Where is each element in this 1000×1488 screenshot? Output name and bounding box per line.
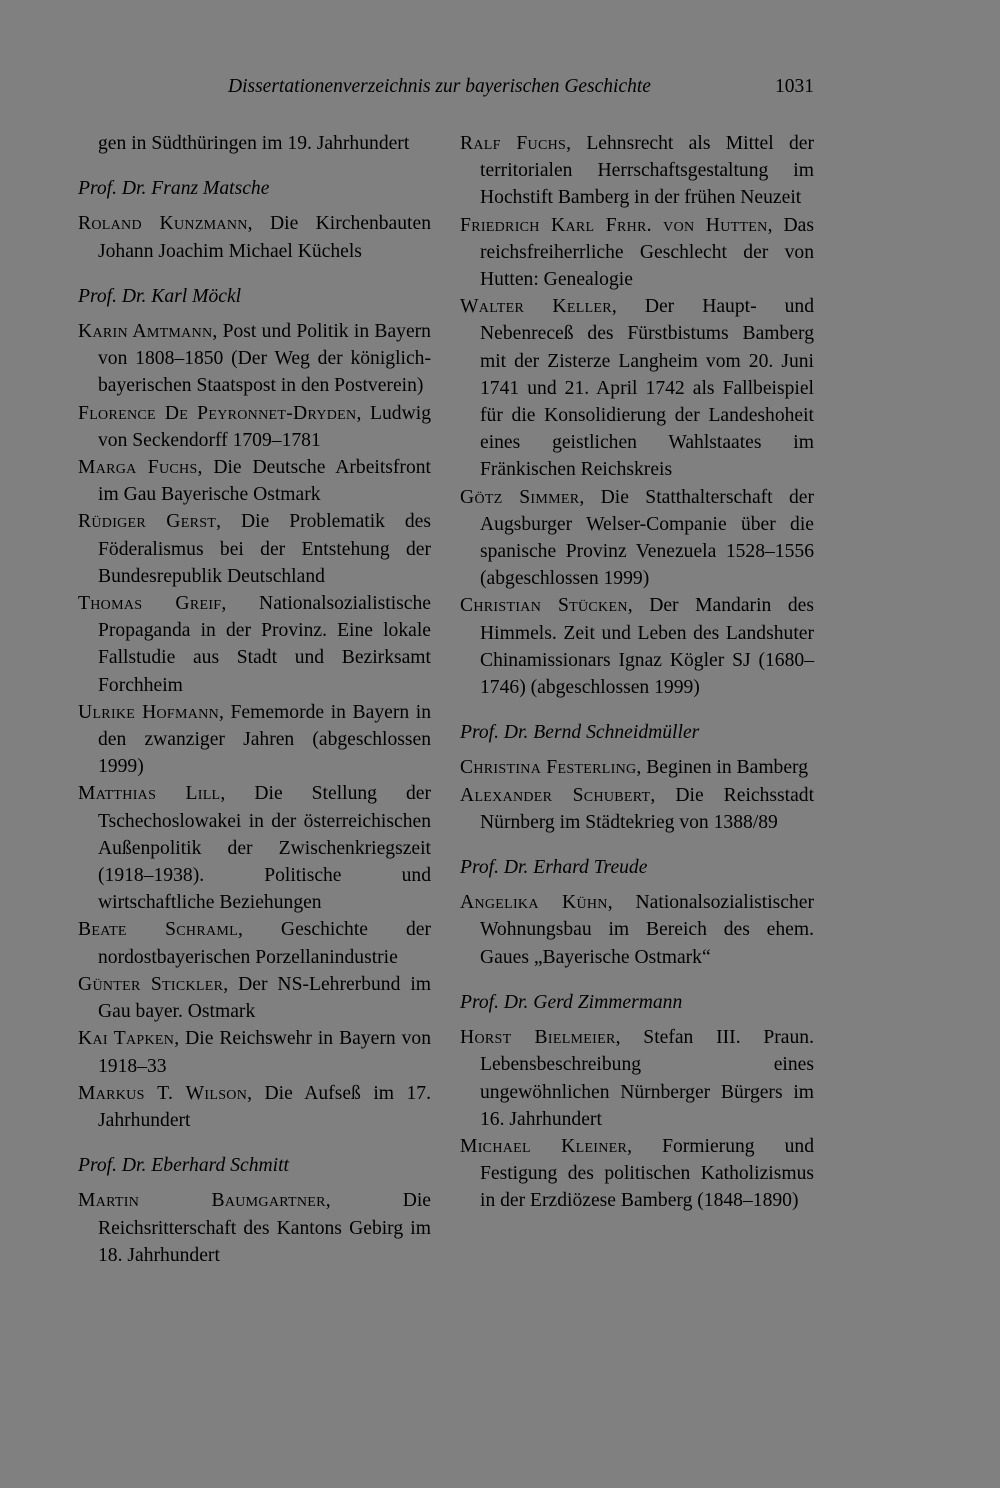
author-name: Roland Kunzmann [78, 213, 248, 235]
dissertation-entry: Roland Kunzmann, Die Kirchenbauten Johann Joachim Michael Küchels [78, 213, 431, 262]
author-name: Christina Festerling [460, 757, 637, 779]
author-name: Rüdiger Gerst [78, 511, 217, 533]
dissertation-entry: Christina Festerling, Beginen in Bamberg [460, 757, 809, 779]
dissertation-title: Die Aufseß im 17. Jahrhundert [98, 1082, 431, 1131]
dissertation-entry: Günter Stickler, Der NS-Lehrerbund im Gau bayer. Ostmark [78, 973, 432, 1023]
author-name: Karin Amtmann [78, 321, 213, 343]
professor-heading: Prof. Dr. Bernd Schneidmüller [460, 722, 700, 744]
dissertation-title: Fememorde in Bayern in den zwanziger Jahren (abgeschlossen 1999) [98, 701, 431, 778]
professor-heading: Prof. Dr. Erhard Treude [460, 857, 648, 879]
dissertation-entry: Ulrike Hofmann, Fememorde in Bayern in den zwanziger Jahren (abgeschlossen 1999) [78, 701, 431, 778]
dissertation-title: Die Kirchenbauten Johann Joachim Michael Küchels [98, 213, 431, 262]
author-name: Günter Stickler [78, 973, 224, 995]
professor-heading: Prof. Dr. Franz Matsche [78, 178, 270, 200]
dissertation-entry: Beate Schraml, Geschichte der nordostbayerischen Porzellanindustrie [78, 919, 432, 968]
author-name: Matthias Lill [78, 783, 221, 805]
dissertation-title: Die Deutsche Arbeitsfront im Gau Bayerische Ostmark [98, 457, 431, 506]
author-name: Alexander Schubert [460, 784, 651, 806]
dissertation-title: Die Stellung der Tschechoslowakei in der österreichischen Außenpolitik der Zwischenkriegszeit (1918–1938). Politische und wirtschaftliche Beziehungen [98, 783, 432, 914]
author-name: Markus T. Wilson [78, 1082, 248, 1104]
dissertation-entry: Götz Simmer, Die Statthalterschaft der Augsburger Welser-Companie über die spanische Provinz Venezuela 1528–1556 (abgeschlossen 1999) [460, 486, 814, 590]
dissertation-entry: Walter Keller, Der Haupt- und Nebenreceß des Fürstbistums Bamberg mit der Zisterze Langheim vom 20. Juni 1741 und 21. April 1742 als Fallbeispiel für die Konsolidierung der Landeshoheit eines geistlichen Wahlstaates im Fränkischen Reichskreis [460, 296, 815, 481]
dissertation-title: Die Reichsritterschaft des Kantons Gebirg im 18. Jahrhundert [98, 1190, 431, 1266]
dissertation-entry: Friedrich Karl Frhr. von Hutten, Das reichsfreiherrliche Geschlecht der von Hutten: Genealogie [460, 214, 815, 291]
dissertation-title: Lehnsrecht als Mittel der territorialen Herrschaftsgestaltung im Hochstift Bamberg in der frühen Neuzeit [480, 133, 814, 209]
continuation-text: gen in Südthüringen im 19. Jahrhundert [98, 133, 410, 154]
author-name: Michael Kleiner [460, 1135, 628, 1157]
professor-heading: Prof. Dr. Eberhard Schmitt [78, 1155, 289, 1177]
dissertation-title: Der NS-Lehrerbund im Gau bayer. Ostmark [98, 973, 432, 1023]
author-name: Friedrich Karl Frhr. von Hutten [460, 214, 768, 236]
dissertation-title: Post und Politik in Bayern von 1808–1850 (Der Weg der königlich-bayerischen Staatspost in den Postverein) [98, 321, 431, 397]
author-name: Kai Tapken [78, 1028, 175, 1050]
dissertation-title: Beginen in Bamberg [646, 757, 809, 779]
dissertation-entry: Marga Fuchs, Die Deutsche Arbeitsfront im Gau Bayerische Ostmark [78, 457, 431, 506]
professor-heading: Prof. Dr. Karl Möckl [78, 285, 242, 307]
dissertation-title: Die Reichswehr in Bayern von 1918–33 [98, 1028, 432, 1077]
dissertation-entry: Alexander Schubert, Die Reichsstadt Nürnberg im Städtekrieg von 1388/89 [460, 784, 815, 833]
dissertation-title: Ludwig von Seckendorff 1709–1781 [98, 402, 431, 451]
author-name: Florence De Peyronnet-Dryden [78, 402, 357, 424]
dissertation-entry: Michael Kleiner, Formierung und Festigung des politischen Katholizismus in der Erzdiözese Bamberg (1848–1890) [460, 1135, 814, 1212]
author-name: Angelika Kühn [460, 892, 608, 914]
professor-heading: Prof. Dr. Gerd Zimmermann [460, 991, 683, 1013]
author-name: Christian Stücken [460, 595, 628, 617]
dissertation-title: Stefan III. Praun. Lebensbeschreibung eines ungewöhnlichen Nürnberger Bürgers im 16. Jahrhundert [480, 1027, 814, 1130]
dissertation-entry: Florence De Peyronnet-Dryden, Ludwig von Seckendorff 1709–1781 [78, 402, 431, 451]
right-column [460, 130, 814, 1215]
author-name: Marga Fuchs [78, 457, 198, 479]
dissertation-entry: Christian Stücken, Der Mandarin des Himmels. Zeit und Leben des Landshuter Chinamissionars Ignaz Kögler SJ (1680–1746) (abgeschlossen 1999) [460, 595, 814, 699]
author-name: Thomas Greif [78, 593, 222, 615]
dissertation-entry: Markus T. Wilson, Die Aufseß im 17. Jahrhundert [78, 1082, 431, 1131]
dissertation-title: Der Mandarin des Himmels. Zeit und Leben des Landshuter Chinamissionars Ignaz Kögler SJ (1680–1746) (abgeschlossen 1999) [480, 595, 814, 699]
running-header-title: Dissertationenverzeichnis zur bayerischen Geschichte [228, 76, 651, 97]
author-name: Walter Keller [460, 296, 612, 318]
dissertation-entry: Matthias Lill, Die Stellung der Tschechoslowakei in der österreichischen Außenpolitik der Zwischenkriegszeit (1918–1938). Politische und wirtschaftliche Beziehungen [78, 783, 432, 914]
dissertation-entry: Angelika Kühn, Nationalsozialistischer Wohnungsbau im Bereich des ehem. Gaues „Bayerische Ostmark“ [460, 892, 814, 968]
dissertation-title: Die Problematik des Föderalismus bei der Entstehung der Bundesrepublik Deutschland [98, 511, 432, 587]
dissertation-entry: Horst Bielmeier, Stefan III. Praun. Lebensbeschreibung eines ungewöhnlichen Nürnberger Bürgers im 16. Jahrhundert [460, 1027, 814, 1130]
dissertation-title: Formierung und Festigung des politischen Katholizismus in der Erzdiözese Bamberg (1848–1890) [480, 1135, 814, 1212]
author-name: Götz Simmer [460, 486, 580, 508]
dissertation-entry: Martin Baumgartner, Die Reichsritterschaft des Kantons Gebirg im 18. Jahrhundert [78, 1190, 431, 1266]
dissertation-title: Nationalsozialistischer Wohnungsbau im Bereich des ehem. Gaues „Bayerische Ostmark“ [480, 892, 814, 968]
dissertation-entry: Ralf Fuchs, Lehnsrecht als Mittel der territorialen Herrschaftsgestaltung im Hochstift Bamberg in der frühen Neuzeit [460, 133, 814, 209]
dissertation-entry: Karin Amtmann, Post und Politik in Bayern von 1808–1850 (Der Weg der königlich-bayerischen Staatspost in den Postverein) [78, 321, 431, 397]
dissertation-title: Geschichte der nordostbayerischen Porzellanindustrie [98, 919, 432, 968]
dissertation-title: Der Haupt- und Nebenreceß des Fürstbistums Bamberg mit der Zisterze Langheim vom 20. Juni 1741 und 21. April 1742 als Fallbeispiel für die Konsolidierung der Landeshoheit eines geistlichen Wahlstaates im Fränkischen Reichskreis [480, 296, 815, 481]
dissertation-entry: Thomas Greif, Nationalsozialistische Propaganda in der Provinz. Eine lokale Fallstudie aus Stadt und Bezirksamt Forchheim [78, 593, 431, 696]
dissertation-entry: Kai Tapken, Die Reichswehr in Bayern von 1918–33 [78, 1028, 432, 1077]
dissertation-entry: Rüdiger Gerst, Die Problematik des Föderalismus bei der Entstehung der Bundesrepublik Deutschland [78, 511, 432, 587]
author-name: Ralf Fuchs [460, 133, 567, 154]
dissertation-title: Die Statthalterschaft der Augsburger Welser-Companie über die spanische Provinz Venezuela 1528–1556 (abgeschlossen 1999) [480, 486, 814, 590]
dissertation-title: Die Reichsstadt Nürnberg im Städtekrieg von 1388/89 [480, 784, 815, 833]
author-name: Martin Baumgartner [78, 1190, 326, 1212]
left-column [78, 130, 431, 1269]
page-number: 1031 [775, 76, 814, 97]
author-name: Horst Bielmeier [460, 1027, 616, 1049]
author-name: Beate Schraml [78, 919, 238, 941]
author-name: Ulrike Hofmann [78, 701, 219, 723]
dissertation-title: Nationalsozialistische Propaganda in der Provinz. Eine lokale Fallstudie aus Stadt und Bezirksamt Forchheim [98, 593, 431, 696]
dissertation-title: Das reichsfreiherrliche Geschlecht der von Hutten: Genealogie [480, 214, 815, 291]
